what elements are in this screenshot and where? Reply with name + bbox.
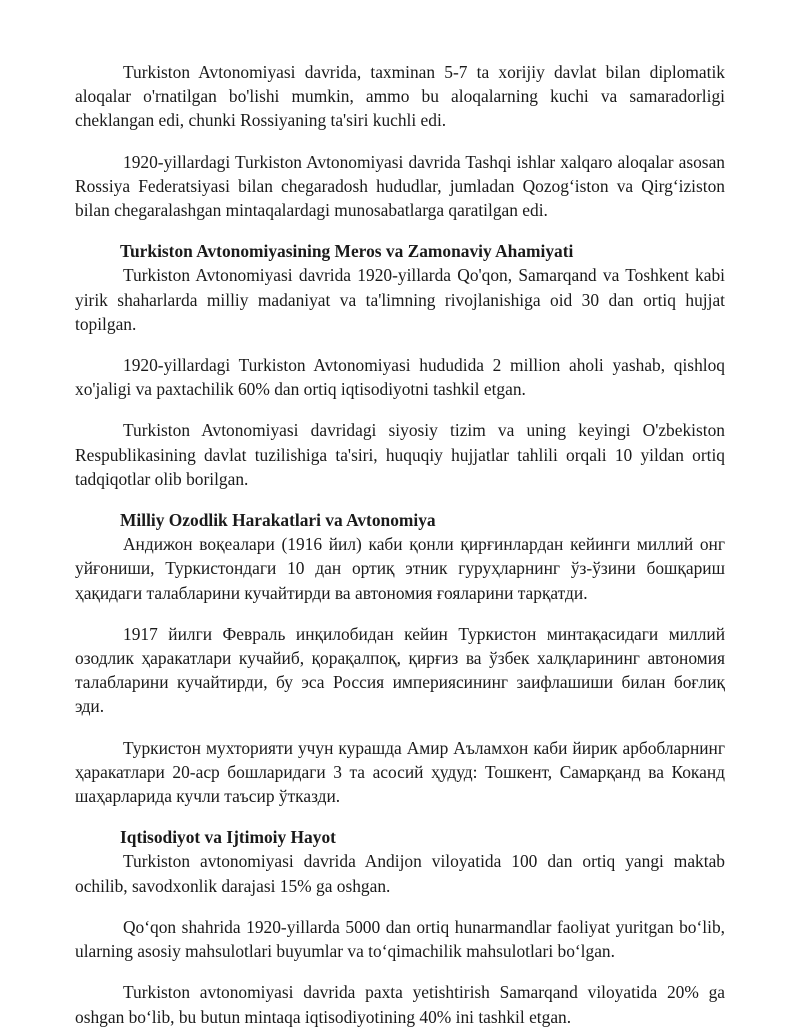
section-heading: Turkiston Avtonomiyasining Meros va Zamonaviy Ahamiyati xyxy=(120,241,574,262)
paragraph: 1920-yillardagi Turkiston Avtonomiyasi hududida 2 million aholi yashab, qishloq xo'jaligi va paxtachilik 60% dan ortiq iqtisodiyotni tashkil etgan. xyxy=(75,355,725,400)
section-heading: Milliy Ozodlik Harakatlari va Avtonomiya xyxy=(120,510,436,531)
paragraph: Turkiston avtonomiyasi davrida Andijon viloyatida 100 dan ortiq yangi maktab ochilib, savodxonlik darajasi 15% ga oshgan. xyxy=(75,851,725,896)
intro-block xyxy=(75,60,725,222)
section-heading: Iqtisodiyot va Ijtimoiy Hayot xyxy=(120,827,336,848)
section-meros xyxy=(75,239,725,491)
paragraph: Turkiston Avtonomiyasi davrida, taxminan 5-7 ta xorijiy davlat bilan diplomatik aloqalar o'rnatilgan bo'lishi mumkin, ammo bu aloqalarning kuchi va samaradorligi cheklangan edi, chunki Rossiyaning ta'siri kuchli edi. xyxy=(75,62,725,131)
paragraph: Turkiston Avtonomiyasi davrida 1920-yillarda Qo'qon, Samarqand va Toshkent kabi yirik shaharlarda milliy madaniyat va ta'limning rivojlanishiga oid 30 dan ortiq hujjat topilgan. xyxy=(75,265,725,334)
paragraph: 1920-yillardagi Turkiston Avtonomiyasi davrida Tashqi ishlar xalqaro aloqalar asosan Rossiya Federatsiyasi bilan chegaradosh hududlar, jumladan Qozogʻiston va Qirgʻiziston bilan chegaralashgan mintaqalardagi munosabatlarga qaratilgan edi. xyxy=(75,151,725,221)
section-iqtisodiyot xyxy=(75,825,725,1028)
paragraph: Turkiston avtonomiyasi davrida paxta yetishtirish Samarqand viloyatida 20% ga oshgan boʻlib, bu butun mintaqa iqtisodiyotining 40% ini tashkil etgan. xyxy=(75,982,725,1027)
paragraph: Turkiston Avtonomiyasi davridagi siyosiy tizim va uning keyingi O'zbekiston Respublikasining davlat tuzilishiga ta'siri, huquqiy hujjatlar tahlili orqali 10 yildan ortiq tadqiqotlar olib borilgan. xyxy=(75,420,725,489)
paragraph: Qoʻqon shahrida 1920-yillarda 5000 dan ortiq hunarmandlar faoliyat yuritgan boʻlib, ularning asosiy mahsulotlari buyumlar va toʻqimachilik mahsulotlari boʻlgan. xyxy=(75,916,725,962)
paragraph: Андижон воқеалари (1916 йил) каби қонли қирғинлардан кейинги миллий онг уйғониши, Туркистондаги 10 дан ортиқ этник гуруҳларнинг ўз-ўзини бошқариш ҳақидаги талабларини кучайтирди ва автономия ғояларини тарқатди. xyxy=(75,534,725,603)
section-milliy-ozodlik xyxy=(75,508,725,808)
paragraph: 1917 йилги Февраль инқилобидан кейин Туркистон минтақасидаги миллий озодлик ҳаракатлари кучайиб, қорақалпоқ, қирғиз ва ўзбек халқларининг автономия талабларини кучайтирди, бу эса Россия империясининг заифлашиши билан боғлиқ эди. xyxy=(75,623,725,717)
paragraph: Туркистон мухторияти учун курашда Амир Аъламхон каби йирик арбобларнинг ҳаракатлари 20-аср бошларидаги 3 та асосий ҳудуд: Тошкент, Самарқанд ва Коканд шаҳарларида кучли таъсир ўтказди. xyxy=(75,737,725,807)
